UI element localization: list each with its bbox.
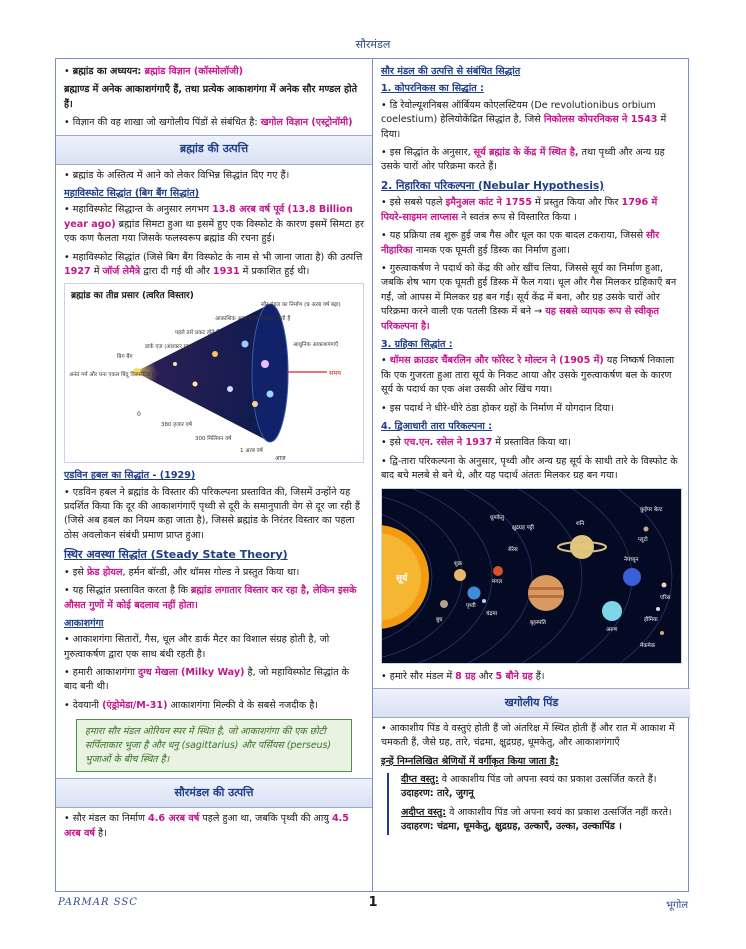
haumea-icon: [656, 607, 660, 611]
content-frame: [55, 58, 689, 892]
mars-icon: [493, 566, 503, 576]
footer-subject: भूगोल: [665, 900, 688, 911]
bigbang-p2: • महाविस्फोट सिद्धांत (जिसे बिग बैंग विस्फोट के नाम से भी जाना जाता है) की उत्पत्ति 1927 में जॉर्ज लेमैत्रे द्वारा दी गई थी और 1931 में प्रकाशित हुई थी।: [64, 251, 364, 280]
section-band-celestial: खगोलीय पिंड: [373, 688, 690, 718]
svg-text:हौमिया: हौमिया: [644, 616, 658, 623]
svg-text:समय: समय: [329, 369, 342, 378]
right-column: [373, 59, 690, 845]
svg-text:चंद्रमा: चंद्रमा: [486, 610, 498, 617]
svg-text:सेरेस: सेरेस: [508, 546, 518, 553]
orion-spur-note: हमारा सौर मंडल ओरियन स्पर में स्थित है, जो आकाशगंगा की एक छोटी सर्पिलाकार भुजा है और धनु (sagittarius) और पर्सियस (perseus) भुजाओं के बीच स्थित है।: [76, 719, 352, 772]
svg-text:पृथ्वी: पृथ्वी: [466, 602, 476, 609]
svg-text:300 मिलियन वर्ष: 300 मिलियन वर्ष: [195, 436, 232, 443]
saturn-icon: [570, 535, 594, 559]
origin-text: • ब्रह्मांड के अस्तित्व में आने को लेकर विभिन्न सिद्धांत दिए गए हैं।: [64, 169, 364, 183]
theories-title: सौर मंडल की उत्पत्ति से संबंधित सिद्धांत: [381, 66, 521, 77]
svg-text:शनि: शनि: [576, 520, 585, 527]
section-band-solar-origin: सौरमंडल की उत्पत्ति: [56, 778, 372, 808]
svg-text:पहले तारे प्रकट होते हैं: पहले तारे प्रकट होते हैं: [175, 330, 220, 337]
figure-title: ब्रह्मांड का तीव्र प्रसार (त्वरित विस्तार): [71, 291, 194, 302]
bigbang-p1: • महाविस्फोट सिद्धान्त के अनुसार लगभग 13.8 अरब वर्ष पूर्व (13.8 Billion year ago) ब्रह्मांड सिमटा हुआ था इसमें हुए एक विस्फोट के कारण इसमें सिमटा हर एक कण फैलता गया जिसके फलस्वरूप ब्रह्मांड की रचना हुई।: [64, 203, 364, 246]
page-header: सौरमंडल: [355, 38, 391, 51]
steady-p2: • यह सिद्धांत प्रस्तावित करता है कि ब्रह्मांड लगातार विस्तार कर रहा है, लेकिन इसके औसत गुणों में कोई बदलाव नहीं होता।: [64, 584, 364, 613]
svg-text:0: 0: [137, 411, 141, 419]
binary-p2: • द्वि-तारा परिकल्पना के अनुसार, पृथ्वी और अन्य ग्रह सूर्य के साथी तारे के विस्फोट के बाद बचे मलबे से बने थे, और यह पदार्थ अंततः मिलकर ग्रह बन गया।: [381, 455, 682, 484]
binary-heading: 4. द्विआधारी तारा परिकल्पना :: [381, 420, 493, 432]
classes-heading: इन्हें निम्नलिखित श्रेणियों में वर्गीकृत किया जाता है:: [381, 755, 559, 767]
copernicus-heading: 1. कोपरनिकस का सिद्धांत :: [381, 83, 484, 95]
planets-count: • हमारे सौर मंडल में 8 ग्रह और 5 बौने ग्रह हैं।: [381, 670, 682, 684]
solar-origin-text: • सौर मंडल का निर्माण 4.6 अरब वर्ष पहले हुआ था, जबकि पृथ्वी की आयु 4.5 अरब वर्ष है।: [64, 812, 364, 841]
footer-brand: PARMAR SSC: [58, 897, 138, 908]
hubble-heading: एडविन हबल का सिद्धांत - (1929): [64, 470, 196, 482]
nebular-p2: • यह प्रक्रिया तब शुरू हुई जब गैस और धूल का एक बादल टकराया, जिससे सौर नीहारिका नामक एक घूमती हुई डिस्क का निर्माण हुआ।: [381, 229, 682, 258]
svg-text:प्लूटो: प्लूटो: [638, 536, 648, 543]
galaxy-p3: • देवयानी (एंड्रोमेडा/M-31) आकाशगंगा मिल्की वे के सबसे नजदीक है।: [64, 699, 364, 713]
planetesimal-p1: • थॉमस क्राउडर चैंबरलिन और फॉरेस्ट रे मोल्टन ने (1905 में) यह निष्कर्ष निकाला कि एक गुजरता हुआ तारा सूर्य के निकट आया और उसके गुरुत्वाकर्षण बल के कारण सूर्य के पदार्थ का एक अंश उसकी ओर खिंच गया।: [381, 354, 682, 397]
svg-text:नेपच्यून: नेपच्यून: [624, 556, 639, 563]
planetesimal-p2: • इस पदार्थ ने धीरे-धीरे ठंडा होकर ग्रहों के निर्माण में योगदान दिया।: [381, 402, 682, 416]
svg-text:आकाशिक आकाशगंगाएँ प्रकट होती ह: आकाशिक आकाशगंगाएँ प्रकट होती हैं: [215, 316, 291, 323]
svg-text:मेकमेक: मेकमेक: [640, 642, 656, 649]
steady-state-heading: स्थिर अवस्था सिद्धांत (Steady State Theory): [64, 548, 288, 562]
earth-icon: [468, 586, 481, 599]
classes-list: [387, 773, 682, 835]
pluto-icon: [644, 526, 649, 531]
svg-text:कुईपर बेल्ट: कुईपर बेल्ट: [640, 506, 663, 513]
page-number: 1: [368, 895, 378, 910]
svg-text:डार्क एज (अंधकार युग): डार्क एज (अंधकार युग): [145, 344, 193, 351]
svg-text:बुध: बुध: [436, 616, 443, 623]
expansion-figure: [64, 283, 364, 463]
hubble-text: • एडविन हबल ने ब्रह्मांड के विस्तार की परिकल्पना प्रस्तावित की, जिसमें उन्होंने यह प्रदर्शित किया कि दूर की आकाशगंगाएँ पृथ्वी से दूरी के समानुपाती वेग से दूर जा रही हैं (जिसे अब हबल का नियम कहा जाता है), जिससे ब्रह्मांड के निरंतर विस्तार का पहला ठोस अवलोकन संबंधी प्रमाण प्राप्त हुआ।: [64, 486, 364, 544]
svg-text:आधुनिक आकाशगंगाएँ: आधुनिक आकाशगंगाएँ: [293, 342, 339, 349]
bigbang-heading: महाविस्फोट सिद्धांत (बिग बैंग सिद्धांत): [64, 187, 200, 199]
non-luminous-item: अदीप्त वस्तु: वे आकाशीय पिंड जो अपना स्वयं का प्रकाश उत्सर्जित नहीं करते। उदाहरण: चंद्रमा, धूमकेतु, क्षुद्रग्रह, उल्काएँ, उल्का, उल्कापिंड ।: [401, 806, 672, 833]
svg-text:क्षुद्रग्रह पट्टी: क्षुद्रग्रह पट्टी: [512, 524, 534, 531]
binary-p1: • इसे एच.एन. रसेल ने 1937 में प्रस्तावित किया था।: [381, 436, 682, 450]
galaxy-p2: • हमारी आकाशगंगा दुग्ध मेखला (Milky Way) है, जो महाविस्फोट सिद्धांत के बाद बनी थी।: [64, 666, 364, 695]
svg-text:शुक्र: शुक्र: [454, 560, 462, 567]
svg-text:आज: आज: [275, 455, 286, 463]
svg-text:सौर मंडल का निर्माण (9 अरब वर्: सौर मंडल का निर्माण (9 अरब वर्ष बढ़ा): [261, 302, 341, 309]
galaxy-p1: • आकाशगंगा सितारों, गैस, धूल और डार्क मैटर का विशाल संग्रह होती है, जो गुरुत्वाकर्षण द्वारा एक साथ बंधी रहती है।: [64, 633, 364, 662]
solar-system-figure: [381, 488, 682, 664]
intro-study: • ब्रह्मांड का अध्ययन: ब्रह्मांड विज्ञान (कॉस्मोलॉजी): [64, 65, 364, 79]
copernicus-p2: • इस सिद्धांत के अनुसार, सूर्य ब्रह्मांड के केंद्र में स्थित है, तथा पृथ्वी और अन्य ग्रह उसके चारों ओर परिक्रमा करते हैं।: [381, 146, 682, 175]
celestial-text: • आकाशीय पिंड वे वस्तुएं होती हैं जो अंतरिक्ष में स्थित होती हैं और रात में आकाश में चमकती हैं, जैसे ग्रह, तारे, चंद्रमा, क्षुद्रग्रह, धूमकेतु, और आकाशगंगाएँ: [381, 722, 682, 751]
galaxy-heading: आकाशगंगा: [64, 617, 104, 629]
intro-astronomy: • विज्ञान की वह शाखा जो खगोलीय पिंडों से संबंधित है: खगोल विज्ञान (एस्ट्रोनॉमी): [64, 116, 364, 130]
svg-text:380 हजार वर्ष: 380 हजार वर्ष: [161, 422, 192, 429]
left-column: [56, 59, 372, 851]
copernicus-p1: • डि रेवोल्यूशनिबस ऑर्बियम कोएलस्टियम (De revolutionibus orbium coelestium) हेलियोकेंद्रित सिद्धांत है, जिसे निकोलस कोपरनिकस ने 1543 में दिया।: [381, 99, 682, 142]
svg-text:बिग बैंग: बिग बैंग: [117, 354, 133, 361]
eris-icon: [662, 582, 667, 587]
jupiter-icon: [528, 575, 564, 611]
svg-text:अरुण: अरुण: [606, 626, 618, 633]
steady-p1: • इसे फ्रेड होयल, हर्मन बॉन्डी, और थॉमस गोल्ड ने प्रस्तुत किया था।: [64, 566, 364, 580]
mercury-icon: [440, 600, 448, 608]
section-band-universe-origin: ब्रह्मांड की उत्पत्ति: [56, 135, 372, 165]
nebular-heading: 2. निहारिका परिकल्पना (Nebular Hypothesis): [381, 179, 605, 192]
nebular-p3: • गुरुत्वाकर्षण ने पदार्थ को केंद्र की ओर खींच लिया, जिससे सूर्य का निर्माण हुआ, जबकि शेष भाग एक घूमती हुई डिस्क में फैल गया। धूल और गैस मिलकर ग्रहिकाएँ बन गईं, जो आपस में मिलकर ग्रह बन गईं। सूर्य केंद्र में बना, और ग्रह उसके चारों ओर परिक्रमा करने वाली एक पतली डिस्क में बने → यह सबसे व्यापक रूप से स्वीकृत परिकल्पना है।: [381, 262, 682, 334]
cone-end: [252, 304, 288, 442]
intro-galaxies: ब्रह्माण्ड में अनेक आकाशगंगाएँ हैं, तथा प्रत्येक आकाशगंगा में अनेक सौर मण्डल होते हैं।: [64, 84, 358, 110]
nebular-p1: • इसे सबसे पहले इमैनुअल कांट ने 1755 में प्रस्तुत किया और फिर 1796 में पियरे-साइमन लाप्लास ने स्वतंत्र रूप से विस्तारित किया ।: [381, 196, 682, 225]
svg-text:मंगल: मंगल: [492, 578, 503, 585]
neptune-icon: [623, 568, 641, 586]
svg-text:बृहस्पति: बृहस्पति: [530, 619, 546, 626]
moon-icon: [482, 599, 486, 603]
venus-icon: [454, 569, 466, 581]
svg-text:धूमकेतु: धूमकेतु: [490, 514, 505, 521]
svg-text:1 अरब वर्ष: 1 अरब वर्ष: [240, 448, 263, 455]
luminous-item: दीप्त वस्तु: वे आकाशीय पिंड जो अपना स्वयं का प्रकाश उत्सर्जित करते हैं। उदाहरण: तारे, जुगनू: [401, 774, 657, 800]
svg-text:अनंत गर्म और घना एकल बिंदु विस: अनंत गर्म और घना एकल बिंदु विस्फोटित हुआ: [69, 372, 161, 379]
svg-text:सूर्य: सूर्य: [396, 573, 408, 584]
uranus-icon: [602, 601, 622, 621]
planetesimal-heading: 3. ग्रहिका सिद्धांत :: [381, 339, 453, 350]
svg-text:एरिस: एरिस: [660, 594, 671, 601]
makemake-icon: [660, 631, 664, 635]
